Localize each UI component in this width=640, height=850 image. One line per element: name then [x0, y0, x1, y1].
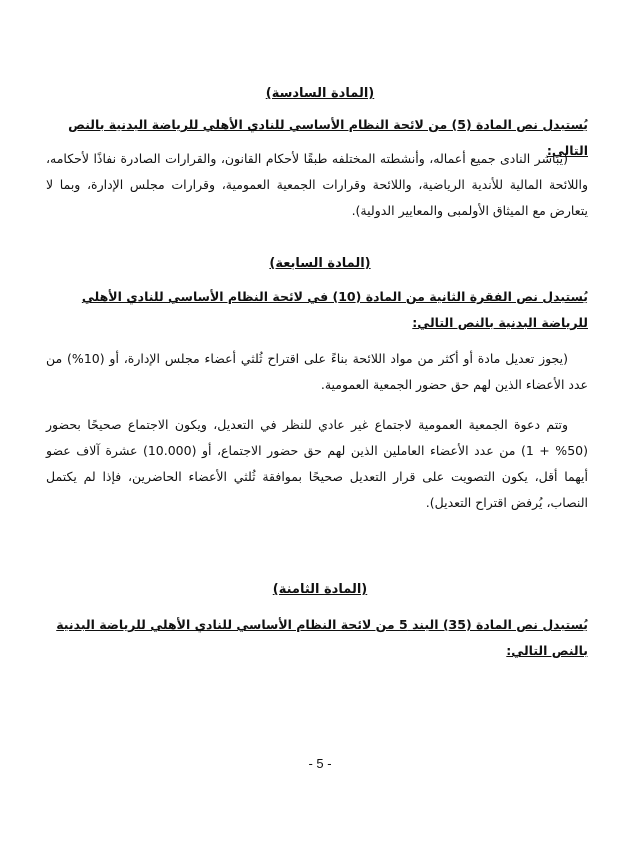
article-7-paragraph-2: وتتم دعوة الجمعية العمومية لاجتماع غير عادي للنظر في التعديل، ويكون الاجتماع صحيحًا بحضور (50% + 1) من عدد الأعضاء العاملين الذين لهم حق حضور الاجتماع، أو (10.000) عشرة آلاف عضو أيهما أقل، يكون التصويت على قرار التعديل صحيحًا بموافقة ثُلثي الأعضاء الحاضرين، فإذا لم يكتمل النصاب، يُرفض اقتراح التعديل).: [46, 417, 588, 510]
article-8-heading: (المادة الثامنة): [272, 582, 368, 597]
article-7-paragraph-1: (يجوز تعديل مادة أو أكثر من مواد اللائحة بناءً على اقتراح ثُلثي أعضاء مجلس الإدارة، أو (10%) من عدد الأعضاء الذين لهم حق حضور الجمعية العمومية.: [46, 351, 588, 392]
page-number: - 5 -: [308, 756, 332, 771]
article-7-intro: يُستبدل نص الفقرة الثانية من المادة (10) في لائحة النظام الأساسي للنادي الأهلي للرياضة البدنية بالنص التالي:: [81, 289, 588, 330]
article-8-intro: يُستبدل نص المادة (35) البند 5 من لائحة النظام الأساسي للنادي الأهلي للرياضة البدنية بالنص التالي:: [56, 617, 588, 658]
article-6-heading: (المادة السادسة): [265, 86, 375, 101]
article-6-intro: يُستبدل نص المادة (5) من لائحة النظام الأساسي للنادي الأهلي للرياضة البدنية بالنص التالي:: [68, 117, 588, 158]
article-7-heading: (المادة السابعة): [269, 256, 371, 271]
article-6-paragraph: (يباشر النادى جميع أعماله، وأنشطته المختلفه طبقًا لأحكام القانون، والقرارات الصادرة نفاذًا لأحكامه، واللائحة المالية للأندية الرياضية، واللائحة وقرارات الجمعية العمومية، وقرارات مجلس الإدارة، وبما لا يتعارض مع الميثاق الأولمبى والمعايير الدولية).: [46, 151, 588, 218]
